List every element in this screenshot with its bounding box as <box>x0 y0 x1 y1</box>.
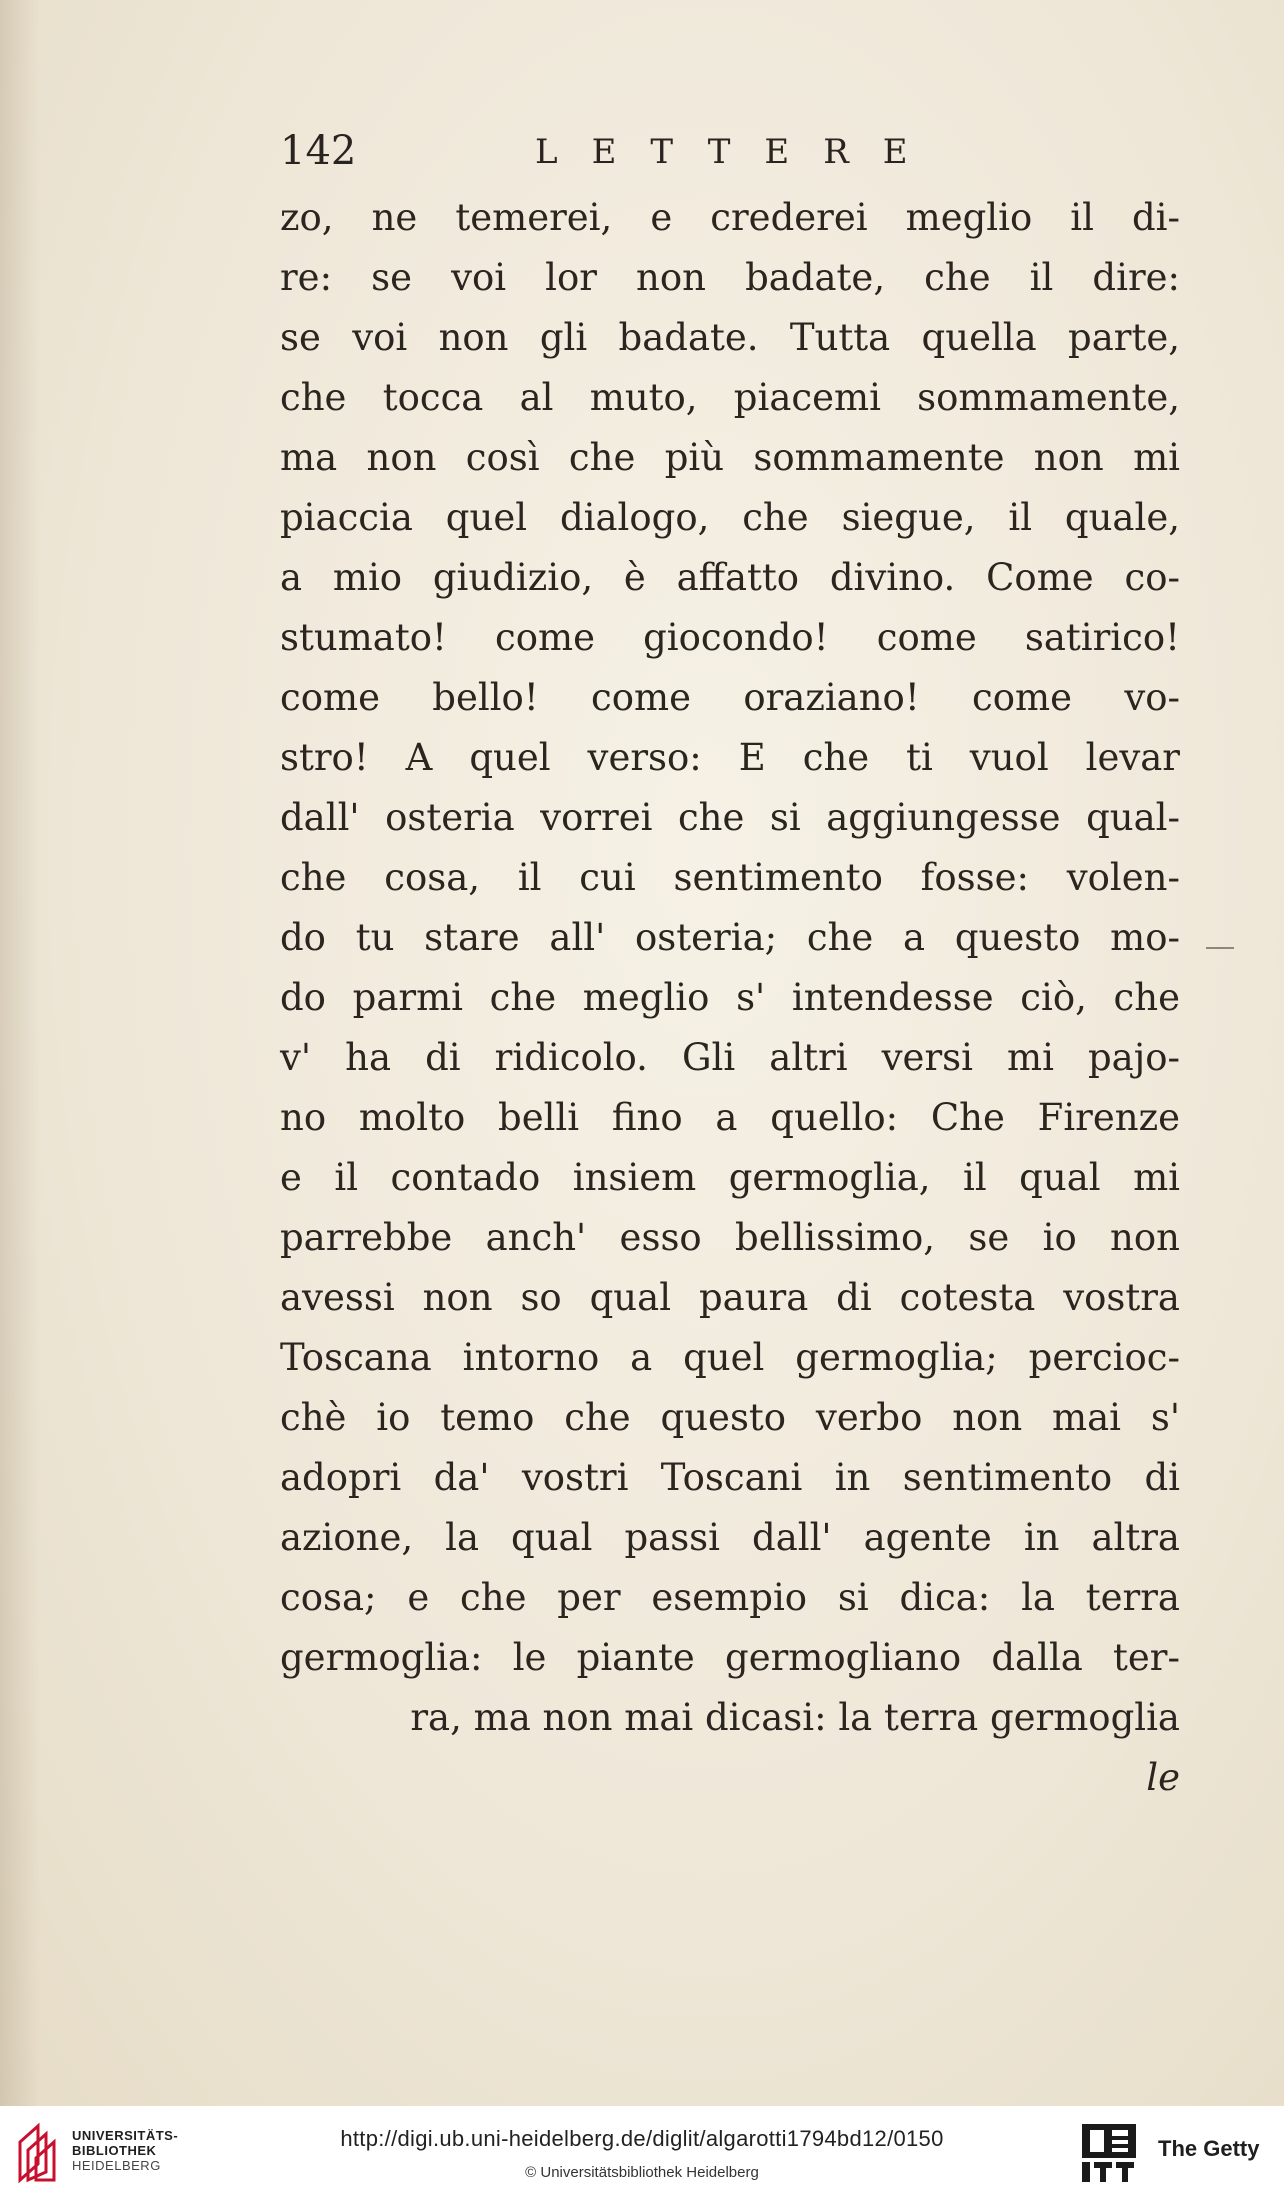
text-line: a mio giudizio, è affatto divino. Come co- <box>280 556 1180 599</box>
text-line: dall' osteria vorrei che si aggiungesse qual- <box>280 796 1180 839</box>
library-name-line: UNIVERSITÄTS- <box>72 2128 179 2143</box>
text-line: do parmi che meglio s' intendesse ciò, che <box>280 976 1180 1019</box>
footer-bar <box>0 2106 1284 2198</box>
text-line: parrebbe anch' esso bellissimo, se io non <box>280 1216 1180 1259</box>
text-line: stumato! come giocondo! come satirico! <box>280 616 1180 659</box>
spine-shadow <box>0 0 40 2106</box>
text-line: do tu stare all' osteria; che a questo mo- <box>280 916 1180 959</box>
running-head: LETTERE <box>535 132 942 172</box>
text-line: v' ha di ridicolo. Gli altri versi mi pajo- <box>280 1036 1180 1079</box>
text-line: e il contado insiem germoglia, il qual mi <box>280 1156 1180 1199</box>
text-line: ra, ma non mai dicasi: la terra germoglia <box>410 1696 1180 1739</box>
text-line: no molto belli fino a quello: Che Firenze <box>280 1096 1180 1139</box>
text-line: come bello! come oraziano! come vo- <box>280 676 1180 719</box>
text-line: avessi non so qual paura di cotesta vostra <box>280 1276 1180 1319</box>
page-number: 142 <box>280 128 357 174</box>
text-line: adopri da' vostri Toscani in sentimento di <box>280 1456 1180 1499</box>
getty-logo-icon <box>1080 2122 1138 2184</box>
library-name-line: HEIDELBERG <box>72 2158 161 2173</box>
text-line: stro! A quel verso: E che ti vuol levar <box>280 736 1180 779</box>
library-name-line: BIBLIOTHEK <box>72 2143 157 2158</box>
text-line: che cosa, il cui sentimento fosse: volen- <box>280 856 1180 899</box>
text-line: cosa; e che per esempio si dica: la terra <box>280 1576 1180 1619</box>
text-line: chè io temo che questo verbo non mai s' <box>280 1396 1180 1439</box>
text-line: re: se voi lor non badate, che il dire: <box>280 256 1180 299</box>
body-text <box>280 188 1180 1748</box>
page-header <box>280 128 1180 188</box>
text-line: piaccia quel dialogo, che siegue, il quale, <box>280 496 1180 539</box>
margin-mark <box>1206 947 1234 949</box>
text-line: se voi non gli badate. Tutta quella parte, <box>280 316 1180 359</box>
text-line: Toscana intorno a quel germoglia; percioc- <box>280 1336 1180 1379</box>
text-line: azione, la qual passi dall' agente in altra <box>280 1516 1180 1559</box>
copyright-notice: © Universitätsbibliothek Heidelberg <box>525 2164 759 2181</box>
permalink-url[interactable]: http://digi.ub.uni-heidelberg.de/diglit/algarotti1794bd12/0150 <box>340 2126 944 2151</box>
getty-name: The Getty <box>1158 2136 1260 2161</box>
text-line: ma non così che più sommamente non mi <box>280 436 1180 479</box>
text-line: che tocca al muto, piacemi sommamente, <box>280 376 1180 419</box>
text-line: germoglia: le piante germogliano dalla ter- <box>280 1636 1180 1679</box>
catchword: le <box>1146 1756 1180 1799</box>
text-line: zo, ne temerei, e crederei meglio il di- <box>280 196 1180 239</box>
